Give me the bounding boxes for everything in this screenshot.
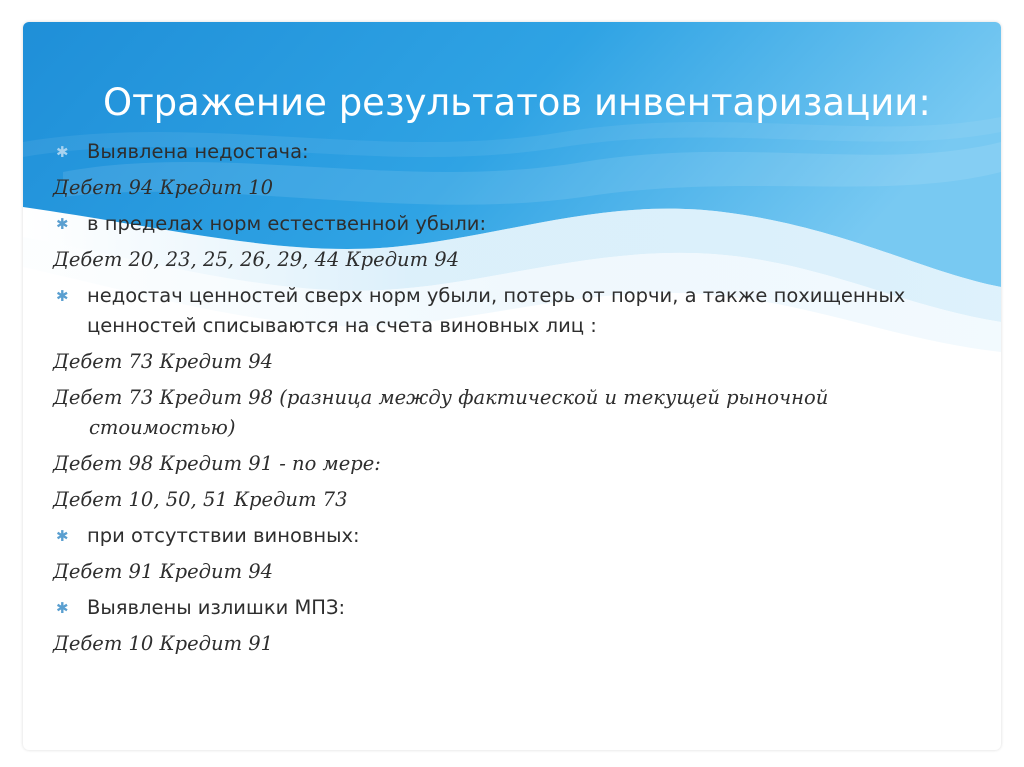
journal-entry bbox=[53, 629, 963, 659]
entry-text: Дебет 10, 50, 51 Кредит 73 bbox=[53, 488, 348, 511]
asterisk-bullet-icon: ✱ bbox=[56, 143, 69, 161]
bullet-text: Выявлена недостача: bbox=[87, 140, 309, 163]
entry-text: Дебет 10 Кредит 91 bbox=[53, 632, 274, 655]
bullet-text: при отсутствии виновных: bbox=[87, 524, 360, 547]
bullet-item bbox=[53, 137, 963, 167]
journal-entry bbox=[53, 173, 963, 203]
bullet-item bbox=[53, 209, 963, 239]
bullet-item bbox=[53, 281, 963, 341]
bullet-text: Выявлены излишки МПЗ: bbox=[87, 596, 346, 619]
slide bbox=[23, 22, 1001, 750]
entry-text: Дебет 73 Кредит 98 (разница между фактической и текущей рыночной стоимостью) bbox=[53, 386, 829, 439]
bullet-item bbox=[53, 593, 963, 623]
asterisk-bullet-icon: ✱ bbox=[56, 527, 69, 545]
entry-text: Дебет 73 Кредит 94 bbox=[53, 350, 274, 373]
entry-text: Дебет 20, 23, 25, 26, 29, 44 Кредит 94 bbox=[53, 248, 460, 271]
bullet-text: в пределах норм естественной убыли: bbox=[87, 212, 487, 235]
slide-content bbox=[53, 137, 963, 659]
asterisk-bullet-icon: ✱ bbox=[56, 215, 69, 233]
journal-entry bbox=[53, 347, 963, 377]
entry-text: Дебет 94 Кредит 10 bbox=[53, 176, 274, 199]
journal-entry bbox=[53, 449, 963, 479]
bullet-item bbox=[53, 521, 963, 551]
asterisk-bullet-icon: ✱ bbox=[56, 287, 69, 305]
journal-entry bbox=[53, 485, 963, 515]
journal-entry bbox=[53, 245, 963, 275]
bullet-text: недостач ценностей сверх норм убыли, потерь от порчи, а также похищенных ценностей списываются на счета виновных лиц : bbox=[87, 284, 906, 337]
entry-text: Дебет 98 Кредит 91 - по мере: bbox=[53, 452, 381, 475]
asterisk-bullet-icon: ✱ bbox=[56, 599, 69, 617]
journal-entry bbox=[53, 557, 963, 587]
journal-entry bbox=[53, 383, 963, 443]
slide-title: Отражение результатов инвентаризации: bbox=[103, 81, 931, 124]
entry-text: Дебет 91 Кредит 94 bbox=[53, 560, 274, 583]
